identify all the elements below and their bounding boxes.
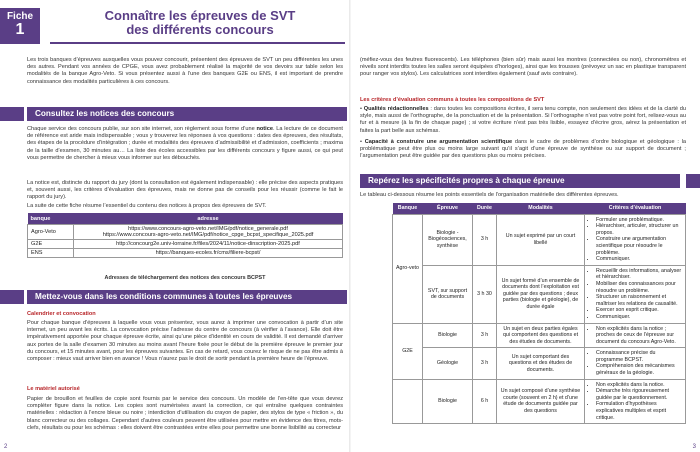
table-row — [28, 249, 343, 258]
bank-cell: ENS — [28, 249, 74, 258]
modalites-cell: Un sujet exprimé par un court libellé — [497, 214, 585, 265]
sub-materiel: Le matériel autorisé — [27, 386, 80, 392]
criteria-bullet-2: • Capacité à construire une argumentation scientifique dans le cadre de problèmes d’ordre biologique et géologique : la problématique peut être plus ou moins large suivant qu’il s’agit d’une épreuve de synthèse ou sur support de document ; l’argumentation peut être guidée par des questions plus ou moins précises. — [360, 139, 686, 160]
criteria-b1-title: Qualités rédactionnelles — [363, 106, 429, 112]
criteria-item: • Formulation d’hypothèses explicatives multiples et esprit critique. — [596, 401, 682, 421]
criteres-cell — [585, 214, 686, 265]
criteria-item: • Hiérarchiser, articuler, structurer un propos. — [596, 223, 682, 236]
section-heading-conditions: Mettez-vous dans les conditions communes à toutes les épreuves — [27, 290, 347, 304]
specificites-header — [393, 203, 686, 214]
col-banque: banque — [28, 213, 74, 225]
epreuve-cell: Biologie — [423, 323, 473, 348]
criteria-item: • Formuler une problématique. — [596, 217, 682, 224]
criteria-item: • Compréhension des mécanismes généraux de la géologie. — [596, 363, 682, 376]
modalites-cell: Un sujet comportant des questions et des études de documents. — [497, 348, 585, 379]
url-cell — [74, 225, 343, 240]
criteria-item: • Construire une argumentation scientifique pour résoudre le problème. — [596, 236, 682, 256]
fiche-badge — [0, 8, 40, 44]
specificites-table — [392, 203, 686, 424]
criteria-item: • Structurer un raisonnement et maîtriser les relations de causalité. — [596, 294, 682, 307]
criteria-b2-text: dans le cadre de problèmes d’ordre biologique et géologique : la problématique peut être plus ou moins large suivant qu’il s’agit d’une épreuve de synthèse ou sur support de document ; l’argumentation peut être guidée par des questions plus ou moins précises. — [360, 139, 686, 160]
page-number-left: 2 — [4, 444, 8, 450]
duree-cell: 3 h — [473, 214, 497, 265]
criteres-cell — [585, 265, 686, 323]
book-fold — [349, 0, 351, 452]
notices-table — [27, 213, 343, 258]
intro-paragraph: Les trois banques d’épreuves auxquelles vous pouvez concourir, présentent des épreuves de SVT un peu différentes les unes des autres. Pendant vos années de CPGE, vous avez probablement réalisé la majorité de vos devoirs sur table selon les modalités de la banque Agro-Veto. Si vous présentez aussi à l’une des banques G2E ou ENS, il est important de prendre connaissance des modalités particulières à ces concours. — [27, 57, 343, 85]
table-row — [28, 240, 343, 249]
url-cell — [74, 240, 343, 249]
criteria-item: • Mobiliser des connaissances pour résoudre un problème. — [596, 281, 682, 294]
specificites-intro: Le tableau ci-dessous résume les points essentiels de l’organisation matérielle des différentes épreuves. — [360, 192, 619, 198]
fiche-label: Fiche — [6, 11, 34, 22]
table-row — [393, 379, 686, 424]
epreuve-cell: Biologie - Biogéosciences, synthèse — [423, 214, 473, 265]
criteres-cell — [585, 379, 686, 424]
fiche-number: 1 — [15, 21, 25, 38]
section-heading-specificites: Repérez les spécificités propres à chaque épreuve — [360, 174, 680, 188]
page-title-line2: des différents concours — [126, 22, 274, 37]
section-heading-notices: Consultez les notices des concours — [27, 107, 347, 121]
criteria-item: • Non explicités dans la notice ; proches de ceux de l’épreuve sur document du concours Agro-Veto. — [596, 326, 682, 346]
criteres-cell — [585, 323, 686, 348]
table-caption: Adresses de téléchargement des notices des concours BCPST — [104, 275, 266, 281]
notices-paragraph-3: La suite de cette fiche résume l’essentiel du contenu des notices à propos des épreuves de SVT. — [27, 203, 267, 209]
title-rule — [50, 42, 345, 44]
modalites-cell: Un sujet en deux parties égales qui comportent des questions et des études de documents. — [497, 323, 585, 348]
page-title-line1: Connaître les épreuves de SVT — [104, 8, 296, 23]
duree-cell: 3 h — [473, 348, 497, 379]
sub-criteres: Les critères d’évaluation communs à toutes les compositions de SVT — [360, 97, 545, 103]
bank-cell: G2E — [28, 240, 74, 249]
url-link[interactable]: https://www.concours-agro-veto.net/IMG/pdf/notice_generale.pdf — [128, 226, 288, 232]
table-row — [393, 348, 686, 379]
criteria-item: • Exercer son esprit critique. — [596, 307, 682, 314]
criteria-bullet-1: • Qualités rédactionnelles : dans toutes les compositions écrites, il sera tenu compte, non seulement des idées et de la clarté du style, mais aussi de l’orthographe, de la ponctuation et de la présentation. Si l’orthographe n’est pas votre point fort, relisez-vous au fur et à mesure (à la fin de chaque page) ; si votre écriture n’est pas très lisible, essayez d’écrire gros, aérez la présentation et faites la part belle aux schémas. — [360, 106, 686, 134]
materiel-continuation: (méfiez-vous des feutres fluorescents). Les téléphones (bien sûr) mais aussi les montres (connectées ou non), chronomètres et réveils sont interdits toutes les salles seront équipées d’horloges), ainsi que les trousses (prévoyez un sac en plastique transparent pour ranger vos stylos). Les calculatrices sont interdites également (sauf avis contraire). — [360, 57, 686, 78]
epreuve-cell: SVT, sur support de documents — [423, 265, 473, 323]
duree-cell: 6 h — [473, 379, 497, 424]
criteres-cell — [585, 348, 686, 379]
modalites-cell: Un sujet composé d’une synthèse courte (souvent en 2 h) et d’une étude de documents guidée par des questions — [497, 379, 585, 424]
section-band-left-2 — [0, 290, 24, 304]
bank-cell-empty — [393, 379, 423, 424]
duree-cell: 3 h — [473, 323, 497, 348]
col-duree: Durée — [473, 203, 497, 214]
criteria-item: • Non explicités dans la notice. — [596, 382, 682, 389]
criteria-item: • Communiquer. — [596, 256, 682, 263]
materiel-paragraph: Papier de brouillon et feuilles de copie sont fournis par le service des concours. Un modèle de l’en-tête que vous devrez compléter figure dans la notice. Les copies sont numérisées avant la correction, ce qui entraîne quelques contraintes matérielles : rédaction à l’encre bleue ou noire ; interdiction d’utilisation du crayon de papier, des stylos de type « friction », du blanc correcteur ou des collages. Cependant d’autres couleurs peuvent être utilisées pour mettre en évidence des titres, mots-clefs, résultats ou pour les schémas : elles doivent être contrastées entre elles pour permettre une bonne lisibilité au correcteur — [27, 396, 343, 431]
sub-calendrier: Calendrier et convocation — [27, 311, 96, 317]
criteria-item: • Recueillir des informations, analyser et hiérarchiser. — [596, 268, 682, 281]
criteria-item: • Connaissance précise du programme BCPST. — [596, 350, 682, 363]
section-band-left-1 — [0, 107, 24, 121]
url-cell — [74, 249, 343, 258]
col-epreuve: Épreuve — [423, 203, 473, 214]
bank-cell: G2E — [393, 323, 423, 379]
section-band-right — [686, 174, 700, 188]
epreuve-cell: Géologie — [423, 348, 473, 379]
col-modalites: Modalités — [497, 203, 585, 214]
criteria-b1-text: : dans toutes les compositions écrites, il sera tenu compte, non seulement des idées et de la clarté du style, mais aussi de l’orthographe, de la ponctuation et de la présentation. Si l’orthographe n’est pas votre point fort, relisez-vous au fur et à mesure (à la fin de chaque page) ; si votre écriture n’est pas très lisible, essayez d’écrire gros, aérez la présentation et faites la part belle aux schémas. — [360, 106, 686, 134]
bank-cell: Agro-Veto — [28, 225, 74, 240]
notices-paragraph-1 — [27, 126, 343, 170]
notices-p1c: . La lecture de ce document de référence est aride mais indispensable ; vous y trouverez les réponses à vos questions : dates des épreuves, des résultats, des étapes de la procédure d’intégration ; durée et modalités des épreuves d’admissibilité et d’admission, coefficients ; maxima de la taille d’examen, 30 minutes au… La liste des écoles accessibles par les différents concours y figure aussi, ce qui peut vous permettre de chercher à mieux vous informer sur les débouchés. — [27, 126, 343, 161]
bank-cell: Agro-veto — [393, 214, 423, 323]
criteria-item: • Communiquer. — [596, 314, 682, 321]
notices-p1a: Chaque service des concours publie, sur son site internet, son règlement sous forme d’une — [27, 126, 257, 132]
table-row — [393, 265, 686, 323]
epreuve-cell: Biologie — [423, 379, 473, 424]
col-banque: Banque — [393, 203, 423, 214]
table-row — [393, 214, 686, 265]
notices-table-header — [28, 213, 343, 225]
page-title — [55, 9, 345, 37]
table-row — [28, 225, 343, 240]
url-link[interactable]: http://concourg2e.univ-lorraine.fr/files/2024/11/notice-dinscription-2025.pdf — [116, 241, 300, 247]
criteria-item: • Démarche très rigoureusement guidée par le questionnement. — [596, 388, 682, 401]
duree-cell: 3 h 30 — [473, 265, 497, 323]
notices-paragraph-2: La notice est, distincte du rapport du jury (dont la consultation est également indispensable) : elle précise des aspects pratiques et, souvent aussi, les critères d’évaluation des épreuves, mais ne donne pas de conseils pour les réussir (comme le fait le rapport du jury). — [27, 180, 343, 201]
calendrier-paragraph: Pour chaque banque d’épreuves à laquelle vous vous présentez, vous aurez à imprimer une convocation à partir d’un site internet, un peu avant les écrits. La convocation précise l’adresse du centre de concours (à vérifier à l’avance). Elle doit être impérativement apportée pour chaque épreuve écrite, ainsi qu’une pièce d’identité en cours de validité. Il est demandé d’arriver aux portes de la salle d’examen 30 minutes au moins avant l’heure fixée pour le début de la première épreuve le premier jour du concours, et 15 minutes avant, pour les épreuves suivantes. En cas de retard, vous courez le risque de ne pas être admis à composer : mieux vaut arriver bien en avance ! Vous n’aurez pas le droit de sortir pendant la première heure de l’épreuve. — [27, 320, 343, 363]
modalites-cell: Un sujet formé d’un ensemble de documents dont l’exploitation est guidée par des questions ; deux parties (biologie et géologie), de durée égale — [497, 265, 585, 323]
table-row — [393, 323, 686, 348]
col-adresse: adresse — [74, 213, 343, 225]
page-number-right: 3 — [692, 444, 696, 450]
col-criteres: Critères d’évaluation — [585, 203, 686, 214]
notices-p1b: notice — [256, 126, 273, 132]
url-link[interactable]: https://www.concours-agro-veto.net/IMG/pdf/notice_cpge_bcpst_specifique_2025.pdf — [102, 232, 314, 238]
criteria-b2-title: Capacité à construire une argumentation scientifique — [364, 139, 513, 145]
url-link[interactable]: https://banques-ecoles.fr/cms/filiere-bcpst/ — [155, 250, 261, 256]
